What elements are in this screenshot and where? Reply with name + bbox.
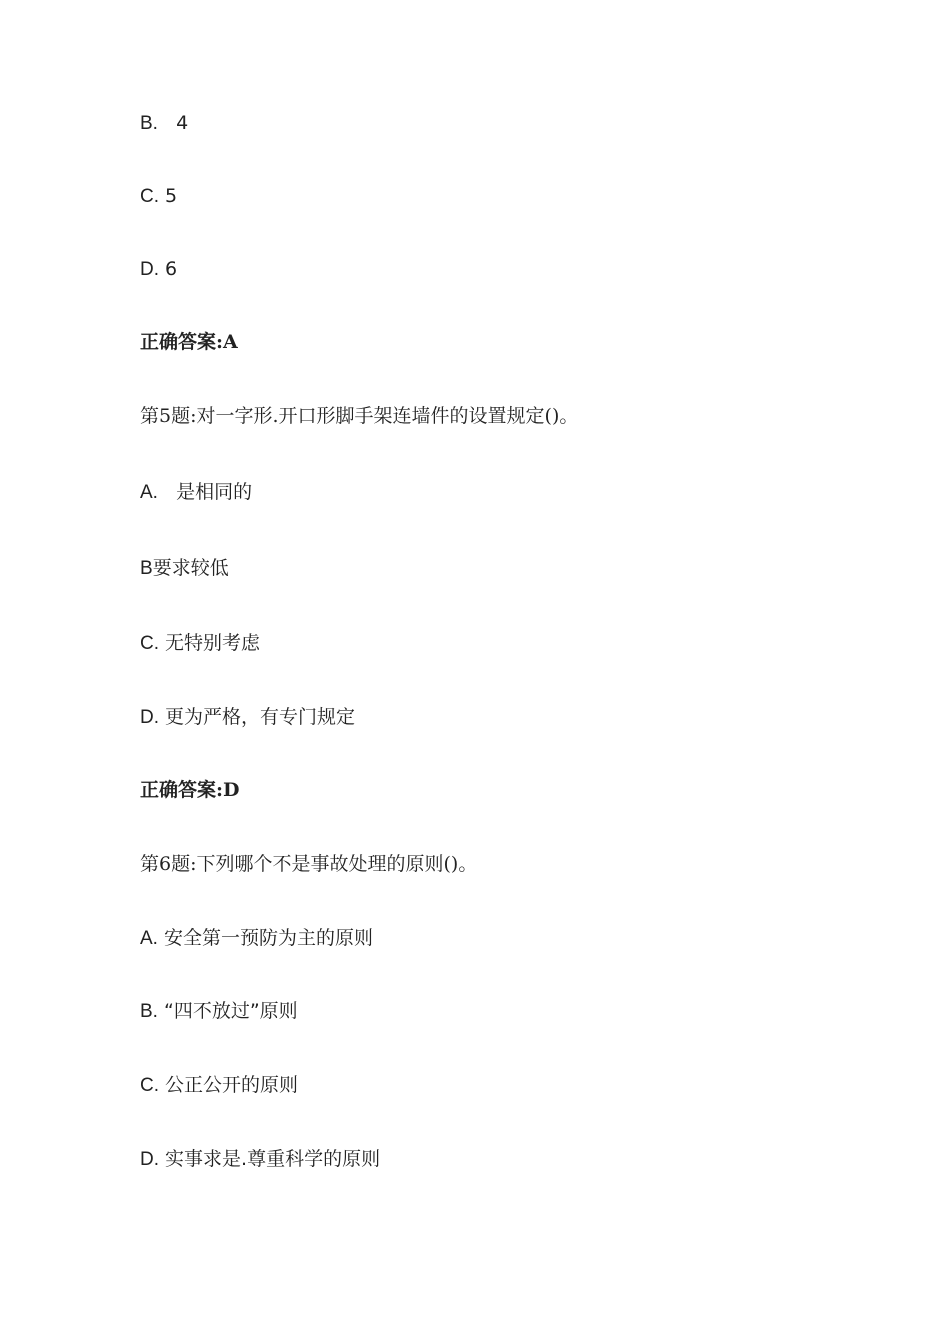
option-b-q6 <box>140 999 298 1024</box>
option-text: 安全第一预防为主的原则 <box>164 927 374 949</box>
option-letter: D. <box>140 1149 159 1170</box>
option-d-q6 <box>140 1147 380 1172</box>
question-5: 第5题:对一字形.开口形脚手架连墙件的设置规定()。 <box>140 405 579 427</box>
option-letter: C. <box>140 1075 159 1096</box>
option-letter: C. <box>140 186 159 207</box>
option-text: 实事求是.尊重科学的原则 <box>165 1148 381 1170</box>
option-letter: B <box>140 558 153 579</box>
option-c-q5 <box>140 631 260 656</box>
option-text: “四不放过”原则 <box>164 1000 298 1022</box>
option-d-q5 <box>140 705 355 730</box>
option-a-q5 <box>140 480 252 505</box>
option-letter: B. <box>140 1001 158 1022</box>
option-text: 无特别考虑 <box>165 632 261 654</box>
option-b-q4 <box>140 111 188 136</box>
option-letter: B. <box>140 113 158 134</box>
option-text: 5 <box>165 185 178 207</box>
option-letter: C. <box>140 633 159 654</box>
option-a-q6 <box>140 926 373 951</box>
question-6: 第6题:下列哪个不是事故处理的原则()。 <box>140 853 478 875</box>
option-d-q4 <box>140 257 177 282</box>
correct-answer-q4: 正确答案:A <box>140 331 238 353</box>
option-text: 要求较低 <box>152 557 229 579</box>
option-text: 公正公开的原则 <box>165 1074 299 1096</box>
correct-answer-q5: 正确答案:D <box>140 779 240 801</box>
option-text: 6 <box>165 258 178 280</box>
option-text: 更为严格，有专门规定 <box>165 706 356 728</box>
option-text: 4 <box>164 112 189 134</box>
option-c-q6 <box>140 1073 298 1098</box>
option-letter: A. <box>140 482 158 503</box>
option-letter: D. <box>140 259 159 280</box>
option-b-q5 <box>140 556 229 581</box>
option-letter: A. <box>140 928 158 949</box>
option-c-q4 <box>140 184 177 209</box>
option-text: 是相同的 <box>164 481 253 503</box>
option-letter: D. <box>140 707 159 728</box>
